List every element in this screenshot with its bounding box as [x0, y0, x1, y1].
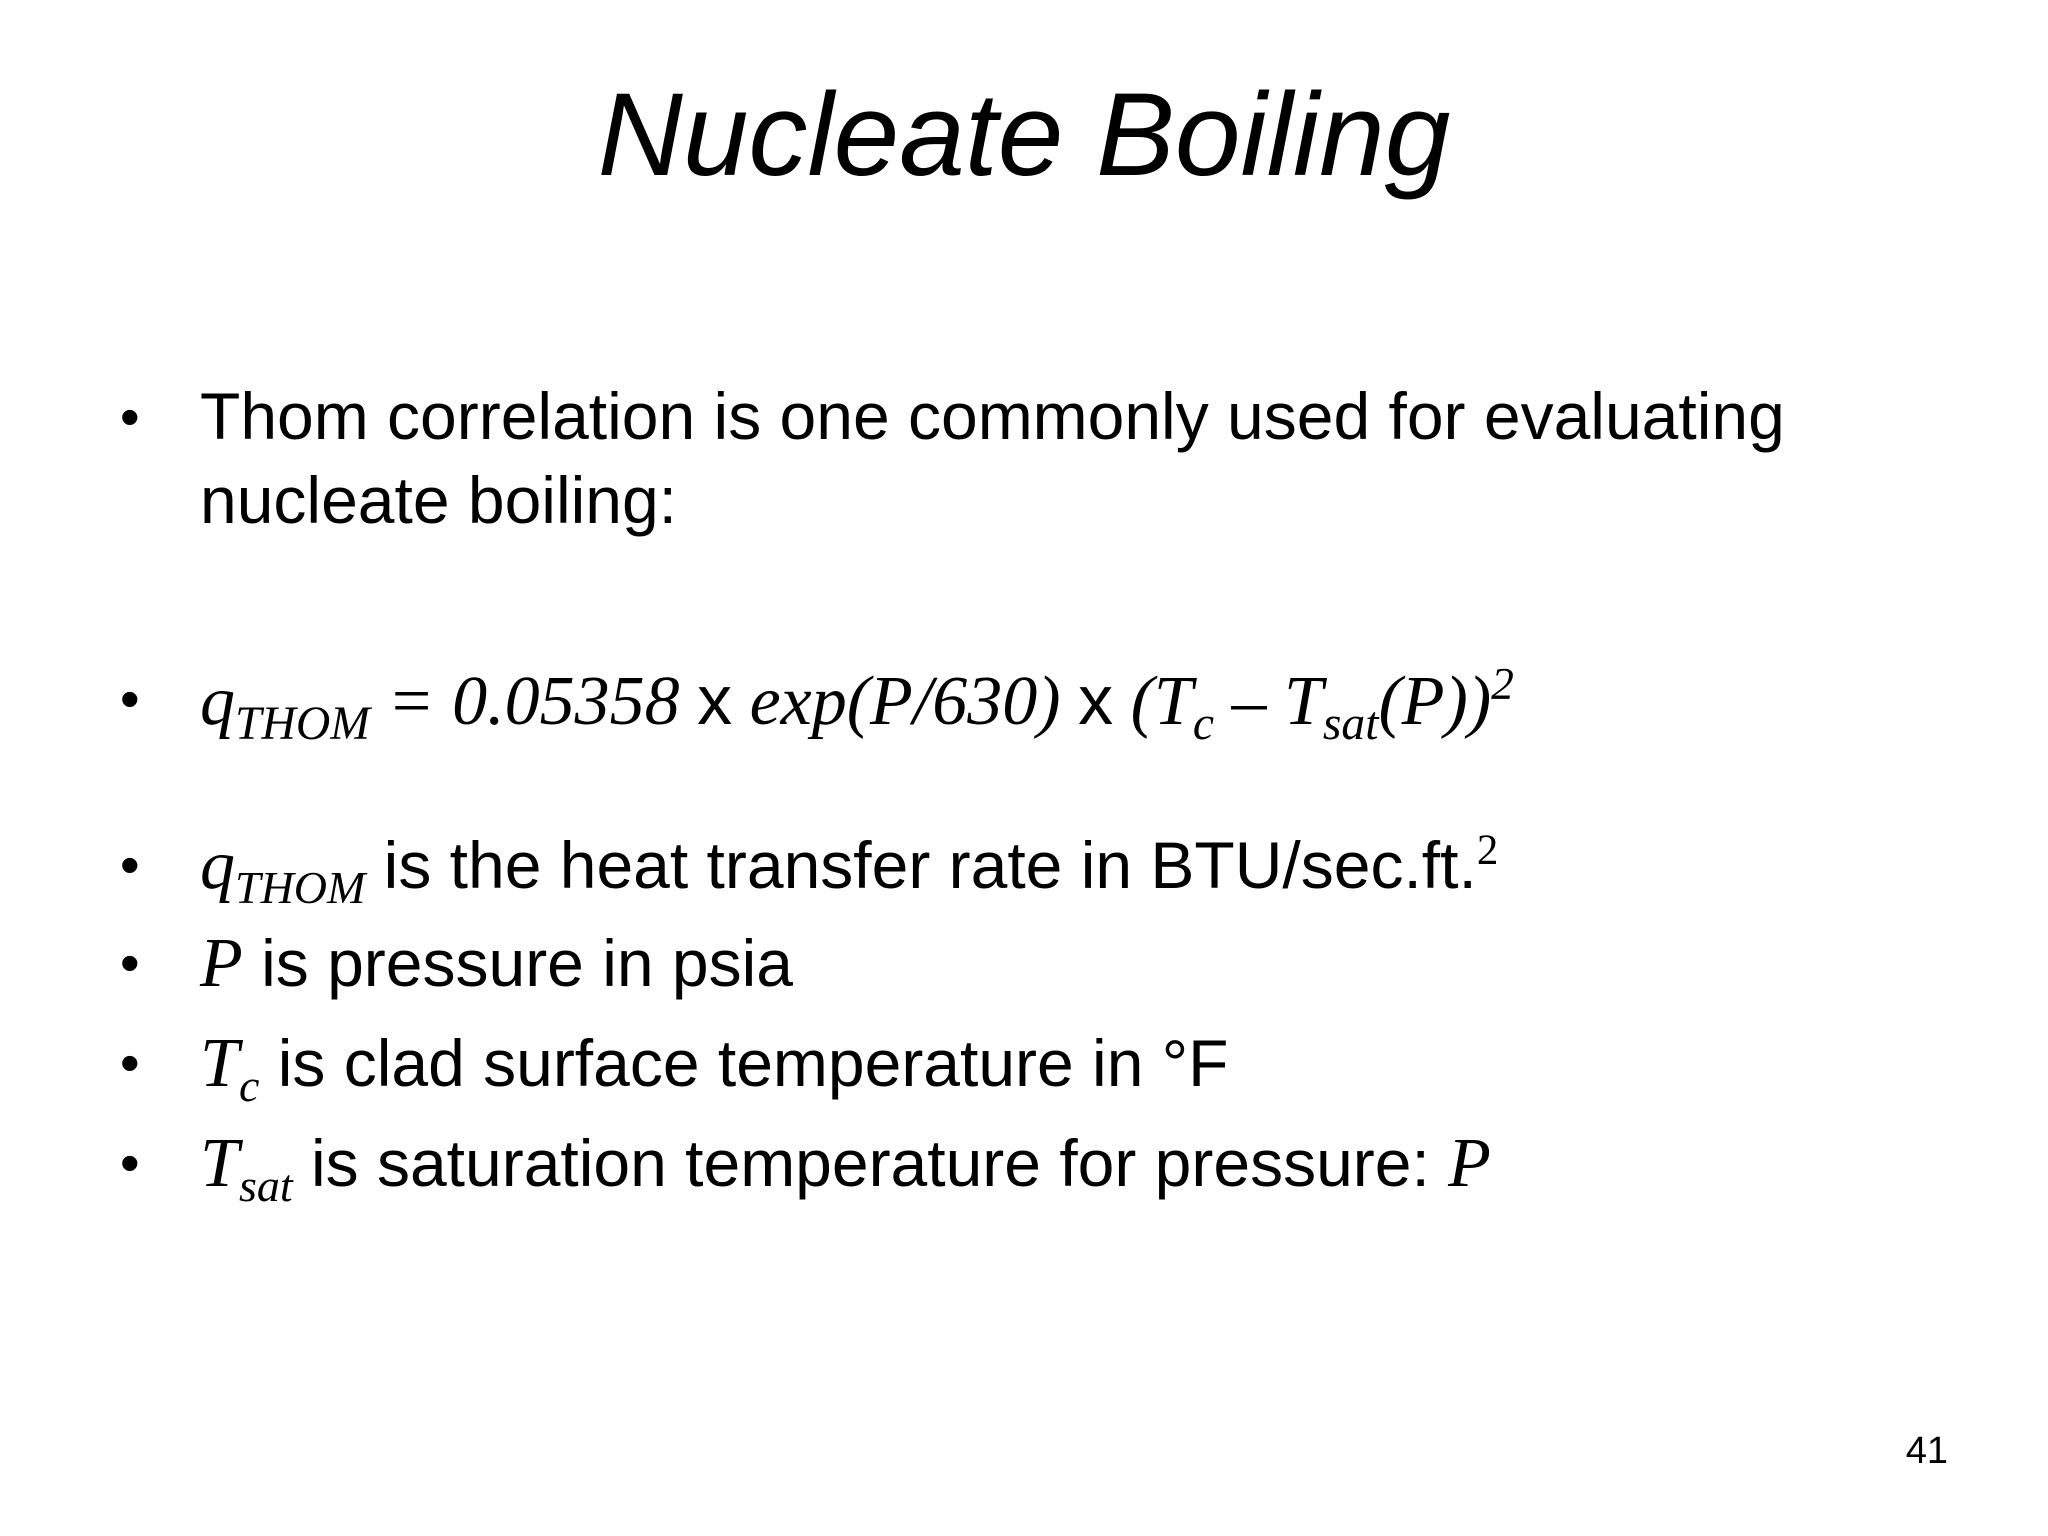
- def-q-subscript: THOM: [235, 861, 366, 913]
- page-number: 41: [1905, 1430, 1948, 1472]
- def-p-symbol: P: [200, 925, 243, 1002]
- def-tc-subscript: c: [238, 1059, 260, 1111]
- def-tc-description: is clad surface temperature in °F: [259, 1026, 1229, 1100]
- def-tc-text: [200, 1024, 1229, 1111]
- bullet-text-line1: Thom correlation is one commonly used for evaluating: [200, 379, 1785, 453]
- eq-minus-t: – T: [1213, 663, 1323, 740]
- eq-times-2: x: [1078, 661, 1114, 739]
- def-q-description: is the heat transfer rate in BTU/sec.ft.: [365, 828, 1477, 902]
- bullet-text-line2: nucleate boiling:: [200, 463, 678, 537]
- def-tc-symbol: T: [200, 1025, 239, 1102]
- bullet-dot: •: [120, 931, 140, 994]
- def-tsat-text: [200, 1124, 1491, 1211]
- eq-exp-term: exp(P/630): [732, 663, 1079, 740]
- eq-q-subscript: THOM: [235, 698, 370, 751]
- eq-times-1: x: [697, 661, 733, 739]
- def-tsat-description: is saturation temperature for pressure:: [292, 1126, 1449, 1200]
- def-tsat-symbol: T: [200, 1125, 239, 1202]
- def-tsat-subscript: sat: [238, 1159, 293, 1211]
- bullet-dot: •: [120, 667, 140, 730]
- thom-equation: [200, 657, 1514, 751]
- def-q-superscript: 2: [1476, 827, 1499, 875]
- eq-paren-tc: (T: [1113, 663, 1193, 740]
- eq-square: 2: [1491, 657, 1514, 709]
- def-p-description: is pressure in psia: [242, 926, 794, 1000]
- def-p-text: [200, 924, 793, 1004]
- bullet-dot: •: [120, 385, 140, 448]
- def-q-text: [200, 826, 1499, 913]
- eq-tc-subscript: c: [1192, 698, 1214, 751]
- def-tsat-pressure-symbol: P: [1448, 1125, 1491, 1202]
- eq-q: q: [200, 663, 235, 740]
- eq-p-close: (P)): [1378, 663, 1492, 740]
- eq-coefficient: = 0.05358: [369, 663, 698, 740]
- bullet-dot: •: [120, 1131, 140, 1194]
- eq-tsat-subscript: sat: [1322, 698, 1379, 751]
- bullet-dot: •: [120, 833, 140, 896]
- slide-title: Nucleate Boiling: [597, 69, 1451, 201]
- bullet-dot: •: [120, 1031, 140, 1094]
- def-q-symbol: q: [200, 827, 235, 904]
